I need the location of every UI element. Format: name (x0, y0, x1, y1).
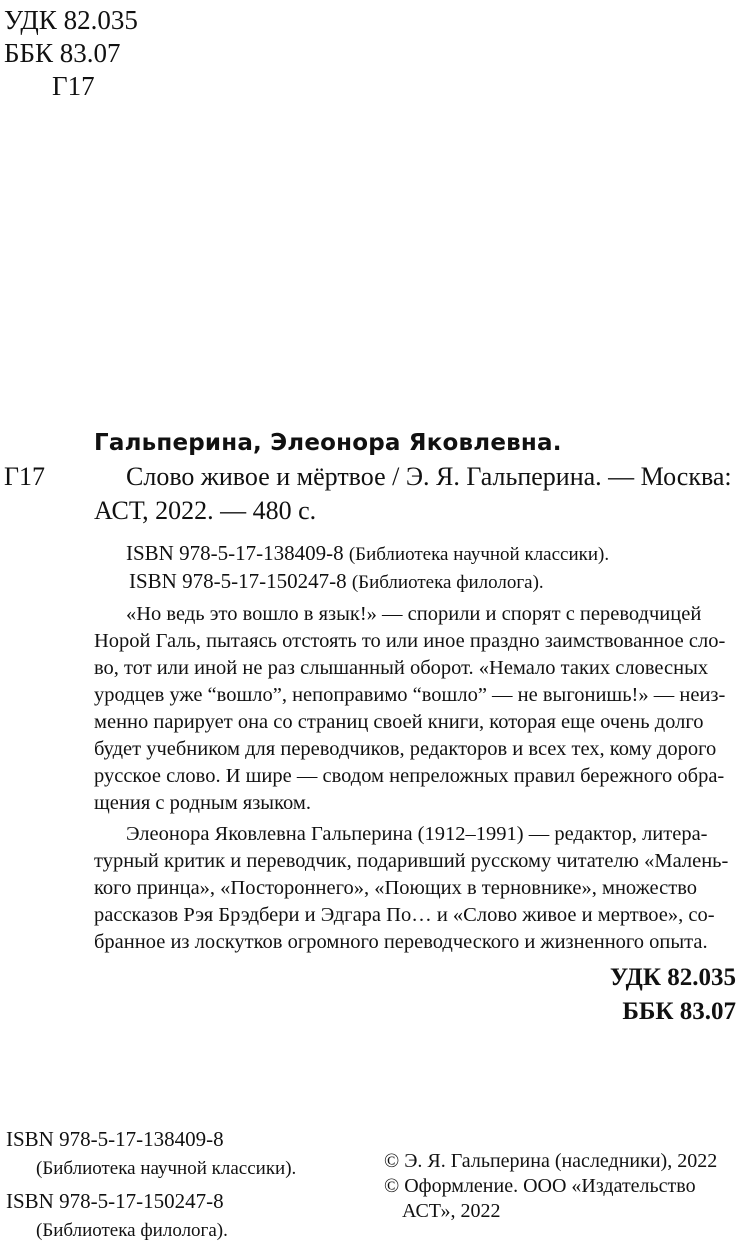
udk-code-right: УДК 82.035 (609, 964, 736, 991)
footer-isbn-2-series: (Библиотека филолога). (36, 1220, 228, 1241)
annotation-line: во, тот или иной не раз слышанный оборот. «Немало таких словесных (94, 657, 709, 679)
annotation-line: Норой Галь, пытаясь отстоять то или иное праздно заимствованное сло- (94, 630, 726, 652)
footer-isbn-1: ISBN 978-5-17-138409-8 (6, 1127, 224, 1151)
copyright-line: © Э. Я. Гальперина (наследники), 2022 (384, 1150, 718, 1172)
annotation-line: «Но ведь это вошло в язык!» — спорили и спорят с переводчицей (126, 603, 702, 625)
annotation-line: русское слово. И шире — сводом непреложных правил бережного обра- (94, 765, 725, 787)
annotation-line: турный критик и переводчик, подаривший русскому читателю «Малень- (94, 850, 729, 872)
bbk-code-top: ББК 83.07 (4, 38, 121, 68)
title-line-1: Слово живое и мёртвое / Э. Я. Гальперина. — Москва: (126, 462, 732, 491)
isbn-series: (Библиотека научной классики). (348, 544, 610, 565)
title-line-2: АСТ, 2022. — 480 с. (94, 496, 317, 525)
isbn-line-2 (129, 569, 544, 594)
isbn-line-1 (126, 541, 609, 566)
annotation-line: рассказов Рэя Брэдбери и Эдгара По… и «Слово живое и мертвое», со- (94, 904, 715, 926)
footer-isbn-1-series: (Библиотека научной классики). (36, 1158, 297, 1179)
author-mark: Г17 (4, 462, 46, 491)
bbk-code-right: ББК 83.07 (622, 998, 736, 1025)
author-heading: Гальперина, Элеонора Яковлевна. (94, 430, 562, 456)
isbn-series: (Библиотека филолога). (351, 572, 544, 593)
footer-isbn-2: ISBN 978-5-17-150247-8 (6, 1189, 224, 1213)
isbn-number: ISBN 978-5-17-138409-8 (126, 541, 344, 565)
annotation-line: уродцев уже “вошло”, непоправимо “вошло” — не выгонишь!» — неиз- (94, 684, 726, 706)
isbn-number: ISBN 978-5-17-150247-8 (129, 569, 347, 593)
annotation-line: кого принца», «Постороннего», «Поющих в терновнике», множество (94, 877, 697, 899)
udk-code-top: УДК 82.035 (4, 5, 138, 35)
author-mark-top: Г17 (52, 71, 95, 101)
copyright-line: © Оформление. ООО «Издательство (384, 1175, 696, 1197)
annotation-line: Элеонора Яковлевна Гальперина (1912–1991) — редактор, литера- (126, 823, 708, 845)
annotation-line: бранное из лоскутков огромного переводческого и жизненного опыта. (94, 931, 708, 953)
annotation-line: будет учебником для переводчиков, редакторов и всех тех, кому дорого (94, 738, 717, 760)
copyright-line: АСТ», 2022 (402, 1200, 501, 1222)
annotation-line: щения с родным языком. (94, 792, 311, 814)
annotation-line: менно парирует она со страниц своей книги, которая еще очень долго (94, 711, 704, 733)
